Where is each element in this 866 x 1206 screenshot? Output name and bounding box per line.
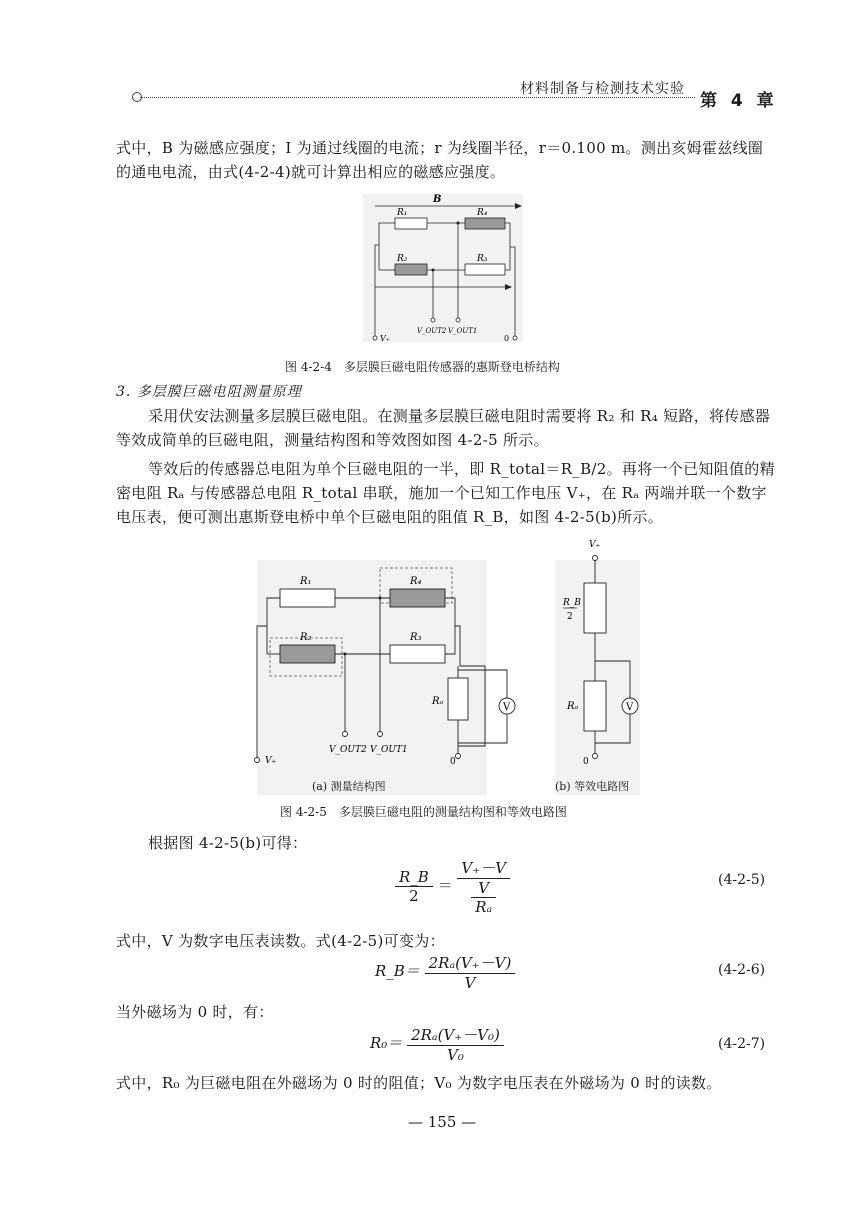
- svg-text:Rₐ: Rₐ: [567, 701, 579, 712]
- fig2b-ra-resistor: [584, 681, 606, 731]
- paragraph-6: 当外磁场为 0 时，有：: [116, 1003, 274, 1021]
- fig1-r4-resistor: [465, 218, 505, 229]
- fig1-r1-resistor: [395, 218, 427, 229]
- paragraph-4: 根据图 4-2-5(b)可得：: [148, 834, 308, 852]
- fig2a-ra-resistor: [448, 678, 468, 720]
- figure-4-2-5-caption: 图 4-2-5 多层膜巨磁电阻的测量结构图和等效电路图: [280, 805, 567, 819]
- paragraph-1: 式中，B 为磁感应强度；I 为通过线圈的电流；r 为线圈半径，r＝0.100 m。测出亥姆霍兹线圈的通电电流，由式(4-2-4)就可计算出相应的磁感应强度。: [116, 139, 764, 181]
- fig2-r2-resistor: [280, 645, 335, 663]
- fig1-field-label: B: [433, 194, 442, 205]
- svg-text:V₊: V₊: [265, 756, 277, 766]
- svg-text:R₁: R₁: [300, 576, 312, 587]
- svg-text:V_OUT2: V_OUT2: [417, 327, 447, 335]
- paragraph-2: 采用伏安法测量多层膜巨磁电阻。在测量多层膜巨磁电阻时需要将 R₂ 和 R₄ 短路，将传感器等效成简单的巨磁电阻，测量结构图和等效图如图 4-2-5 所示。: [116, 407, 771, 449]
- book-title: 材料制备与检测技术实验: [520, 81, 685, 97]
- svg-text:V: V: [626, 702, 634, 713]
- figure-4-2-4-bridge-diagram: [355, 190, 530, 350]
- svg-text:V_OUT2: V_OUT2: [329, 745, 367, 755]
- svg-text:R₄: R₄: [477, 208, 488, 218]
- svg-text:V_OUT1: V_OUT1: [370, 745, 408, 755]
- svg-text:Rₐ: Rₐ: [432, 696, 444, 707]
- svg-text:V₊: V₊: [380, 334, 390, 343]
- fig1-r3-resistor: [465, 264, 505, 275]
- svg-text:V: V: [503, 702, 511, 713]
- svg-text:V_OUT1: V_OUT1: [448, 327, 478, 335]
- page-number: — 155 —: [408, 1113, 477, 1131]
- figure-4-2-4-caption: 图 4-2-4 多层膜巨磁电阻传感器的惠斯登电桥结构: [285, 360, 560, 374]
- svg-text:R₁: R₁: [397, 208, 408, 218]
- figure-4-2-5b-subcaption: (b) 等效电路图: [555, 780, 630, 793]
- fig2b-rb-half-resistor: [584, 583, 606, 633]
- equation-4-2-5: $\frac{R\_B}{2}$ ＝ $\frac{V_+-V}{\frac{V}{\text{Rₐ}}}$: [395, 857, 510, 916]
- svg-text:R₃: R₃: [477, 254, 488, 264]
- equation-4-2-7: R₀＝ $\frac{\text{2Rₐ(V₊－V₀)}}{\text{V₀}}$: [370, 1024, 504, 1064]
- equation-4-2-7-number: (4-2-7): [718, 1036, 766, 1052]
- figure-4-2-5-circuit-diagrams: [245, 538, 655, 796]
- paragraph-3: 等效后的传感器总电阻为单个巨磁电阻的一半，即 R_total＝R_B/2。再将一个已知阻值的精密电阻 Rₐ 与传感器总电阻 R_total 串联，施加一个已知工作电压 V₊，在 Rₐ 两端并联一个数字电压表，便可测出惠斯登电桥中单个巨磁电阻的阻值 R_B，如图 4-2-5(b)所示。: [116, 460, 775, 526]
- svg-text:R₂: R₂: [397, 254, 408, 264]
- section-3-title: 3. 多层膜巨磁电阻测量原理: [116, 384, 302, 400]
- equation-4-2-5-number: (4-2-5): [718, 872, 766, 888]
- svg-text:V₊: V₊: [589, 540, 601, 550]
- svg-text:0: 0: [450, 757, 456, 767]
- fig2-r4-resistor: [390, 589, 445, 607]
- svg-text:0: 0: [583, 757, 589, 767]
- svg-text:R₃: R₃: [410, 632, 422, 643]
- equation-4-2-6-number: (4-2-6): [718, 962, 766, 978]
- paragraph-7: 式中，R₀ 为巨磁电阻在外磁场为 0 时的阻值；V₀ 为数字电压表在外磁场为 0 时的读数。: [116, 1074, 722, 1092]
- svg-text:R₂: R₂: [300, 632, 312, 643]
- paragraph-5: 式中，V 为数字电压表读数。式(4-2-5)可变为：: [116, 932, 445, 950]
- equation-4-2-6: R_B＝ $\frac{\text{2Rₐ(V₊－V)}}{V}$: [375, 952, 515, 992]
- fig2-r1-resistor: [280, 589, 335, 607]
- svg-text:R_B: R_B: [563, 598, 581, 608]
- fig2-r3-resistor: [390, 645, 445, 663]
- fig1-r2-resistor: [395, 264, 427, 275]
- chapter-label: 第 4 章: [700, 91, 778, 111]
- figure-4-2-5a-subcaption: (a) 测量结构图: [312, 780, 386, 793]
- svg-text:0: 0: [504, 334, 510, 343]
- svg-text:2: 2: [567, 612, 573, 622]
- svg-text:R₄: R₄: [410, 576, 422, 587]
